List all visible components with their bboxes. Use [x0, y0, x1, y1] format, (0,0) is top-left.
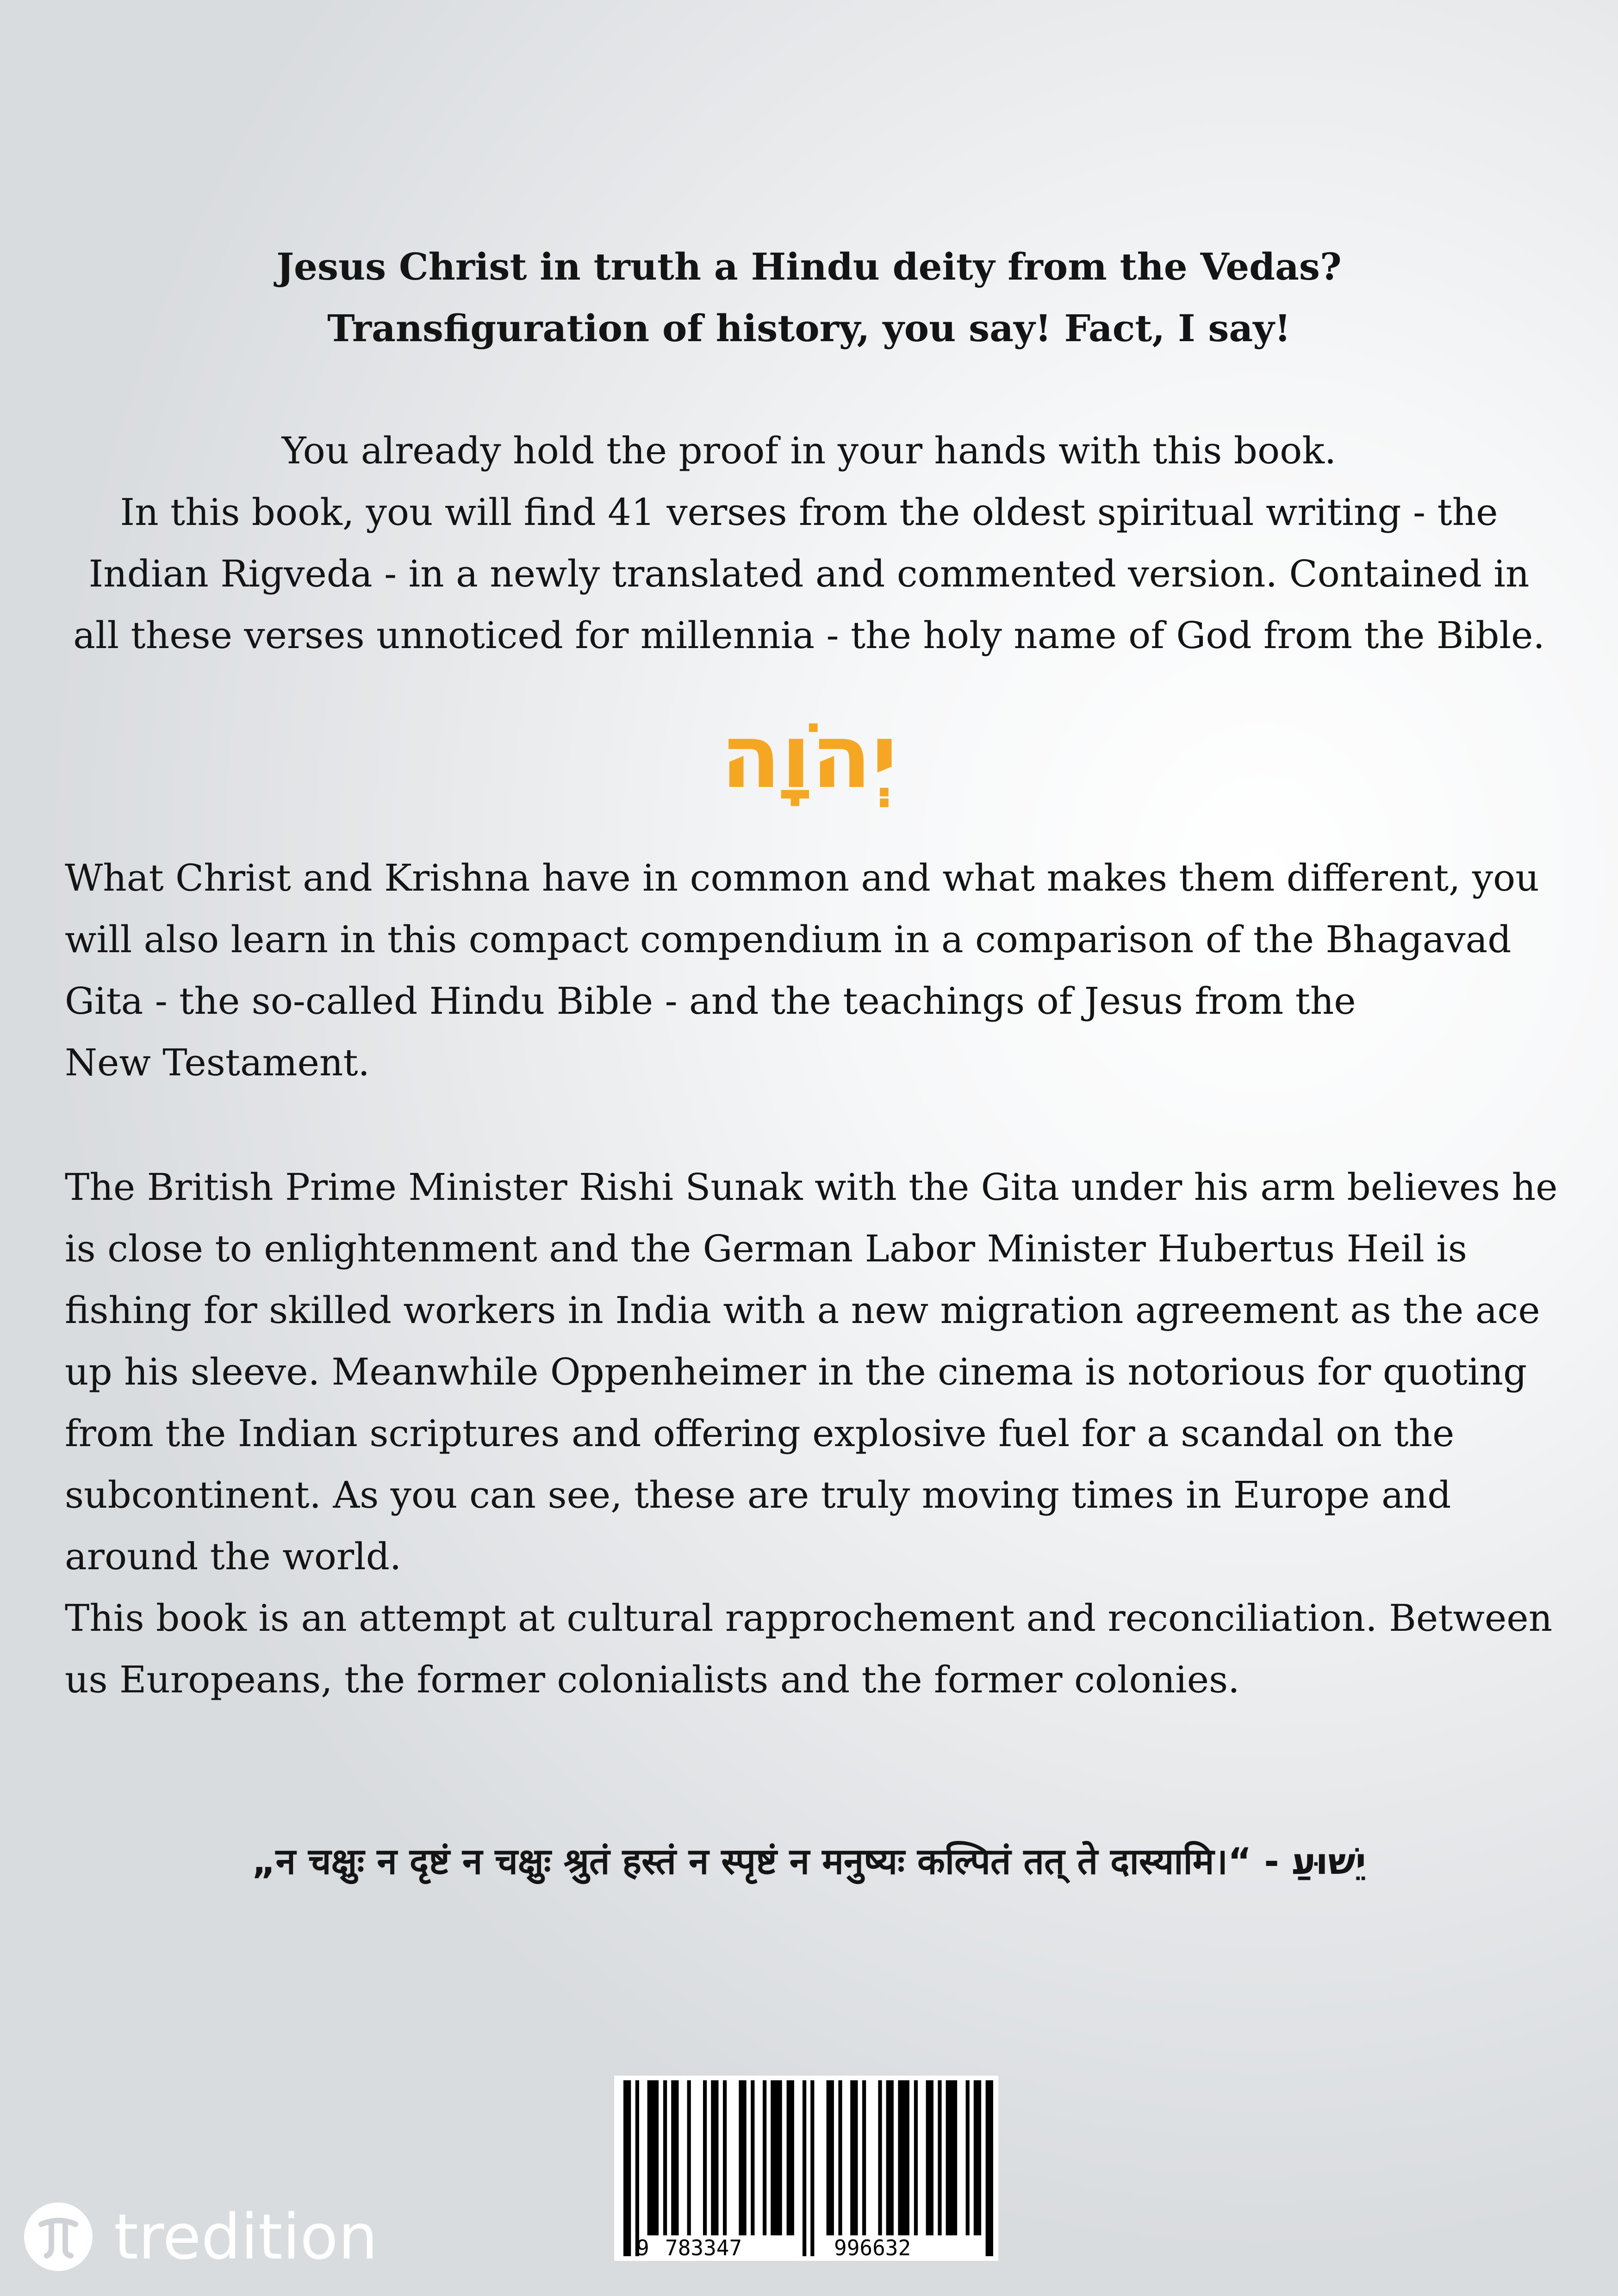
politics-line: is close to enlightenment and the German Labor Minister Hubertus Heil is	[65, 1227, 1467, 1270]
barcode-bar	[671, 2080, 678, 2235]
barcode-bar	[635, 2080, 639, 2256]
politics-paragraph	[65, 1156, 1569, 1710]
barcode-bar	[687, 2080, 691, 2235]
barcode-bar	[647, 2080, 659, 2235]
politics-line: The British Prime Minister Rishi Sunak with the Gita under his arm believes he	[65, 1166, 1558, 1209]
barcode-bar	[878, 2080, 882, 2235]
intro-paragraph	[56, 420, 1562, 666]
comparison-line: Gita - the so-called Hindu Bible - and the teachings of Jesus from the	[65, 980, 1356, 1023]
barcode-bar	[803, 2080, 806, 2256]
sanskrit-quote: „न चक्षुः न दृष्टं न चक्षुः श्रुतं हस्तं न स्पृष्टं न मनुष्यः कल्पितं तत् ते दास्यामि।“ - יֵשׁוּעַ	[252, 1841, 1366, 1883]
barcode-bar	[763, 2080, 766, 2235]
politics-line: around the world.	[65, 1535, 402, 1578]
politics-line: This book is an attempt at cultural rapprochement and reconciliation. Between	[65, 1597, 1553, 1640]
barcode-bar	[623, 2080, 631, 2256]
barcode-bar	[703, 2080, 707, 2235]
barcode-bar	[898, 2080, 909, 2235]
barcode-bar	[711, 2080, 718, 2235]
headline-line-2: Transfiguration of history, you say! Fact, I say!	[327, 306, 1291, 350]
barcode-bar	[938, 2080, 941, 2235]
barcode-bar	[663, 2080, 667, 2235]
comparison-line: New Testament.	[65, 1041, 370, 1084]
barcode-bar	[771, 2080, 782, 2235]
barcode-bar	[827, 2080, 834, 2235]
barcode-bar	[966, 2080, 970, 2235]
comparison-line: What Christ and Krishna have in common and what makes them different, you	[65, 856, 1539, 899]
publisher-name: tredition	[114, 2200, 378, 2273]
barcode-digit-lead: 9	[636, 2235, 649, 2260]
barcode-bar	[926, 2080, 933, 2235]
barcode-bars	[623, 2080, 993, 2256]
barcode-bar	[914, 2080, 918, 2235]
comparison-line: will also learn in this compact compendium in a comparison of the Bhagavad	[65, 918, 1512, 961]
barcode-bar	[838, 2080, 842, 2235]
barcode-digits-left: 783347	[665, 2235, 742, 2260]
publisher-logo	[24, 2200, 378, 2274]
politics-line: us Europeans, the former colonialists and the former colonies.	[65, 1658, 1240, 1701]
headline	[56, 236, 1562, 359]
politics-line: from the Indian scriptures and offering explosive fuel for a scandal on the	[65, 1412, 1455, 1455]
divine-name-hebrew: יְהֹוָה	[720, 705, 898, 808]
barcode-bar	[850, 2080, 858, 2235]
politics-line: subcontinent. As you can see, these are truly moving times in Europe and	[65, 1473, 1451, 1516]
politics-line: up his sleeve. Meanwhile Oppenheimer in the cinema is notorious for quoting	[65, 1350, 1527, 1393]
intro-line: all these verses unnoticed for millennia - the holy name of God from the Bible.	[73, 614, 1545, 657]
headline-line-1: Jesus Christ in truth a Hindu deity from the Vedas?	[276, 245, 1342, 288]
barcode-bar	[974, 2080, 981, 2235]
intro-line: In this book, you will find 41 verses from the oldest spiritual writing - the	[120, 491, 1498, 534]
barcode-bar	[739, 2080, 746, 2235]
barcode-bar	[723, 2080, 727, 2235]
intro-line: Indian Rigveda - in a newly translated and commented version. Contained in	[88, 552, 1530, 595]
barcode-bar	[810, 2080, 814, 2256]
comparison-paragraph	[65, 847, 1569, 1093]
barcode-bar	[751, 2080, 754, 2235]
barcode-bar	[886, 2080, 894, 2235]
barcode-bar	[946, 2080, 958, 2235]
politics-line: fishing for skilled workers in India with a new migration agreement as the ace	[65, 1289, 1540, 1332]
barcode-bar	[862, 2080, 866, 2235]
barcode-bar	[986, 2080, 993, 2256]
isbn-barcode	[614, 2076, 998, 2261]
intro-line: You already hold the proof in your hands with this book.	[281, 429, 1337, 472]
barcode-bar	[787, 2080, 794, 2235]
barcode-digits-right: 996632	[834, 2235, 911, 2260]
tredition-logo-icon	[24, 2202, 93, 2271]
